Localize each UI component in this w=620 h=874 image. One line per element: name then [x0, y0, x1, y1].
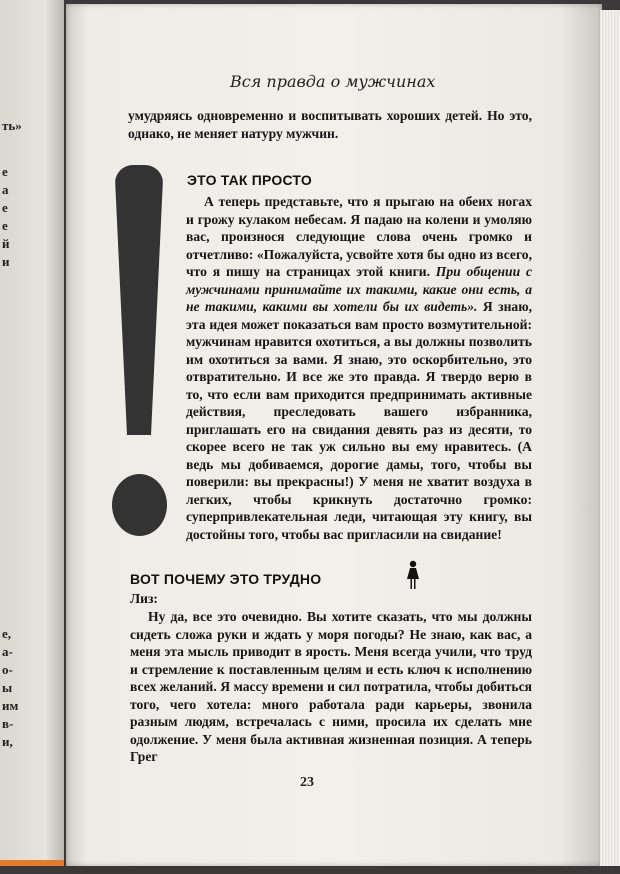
- page-fragment: и,: [2, 734, 13, 749]
- page-edges: [600, 10, 620, 866]
- section-heading-hard: ВОТ ПОЧЕМУ ЭТО ТРУДНО: [130, 571, 322, 587]
- exclamation-dot-icon: [112, 474, 167, 536]
- emphasis-text: При общении с мужчинами принимайте их такими, какие они есть, а не такими, какими вы хотели бы их видеть».: [186, 264, 532, 314]
- page-fragment: е,: [2, 626, 12, 641]
- page-fragment: а-: [2, 644, 13, 659]
- body-text: А теперь представьте, что я прыгаю на обеих ногах и грожу кулаком небесам. Я падаю на колени и умоляю вас, произнося следующие слова очень громко и отчетливо: «Пожалуйста, усвойте хотя бы одно из всего, что я пишу на страницах этой книги.: [186, 194, 532, 279]
- page-fragment: е: [2, 164, 8, 179]
- page-fragment: и: [2, 254, 10, 269]
- body-text: Ну да, все это очевидно. Вы хотите сказать, что мы должны сидеть сложа руки и ждать у моря погоды? Не знаю, как вас, а меня эта мысль приводит в ярость. Меня всегда учили, что труд и стремление к поставленным целям и есть ключ к исполнению всех желаний. Я массу времени и сил потратила, чтобы добиться того, чего хотела: много работала ради карьеры, звонила разным людям, встречалась с ними, просила их сделать мне одолжение. У меня была активная жизненная позиция. А теперь Грег: [130, 609, 532, 764]
- page-fragment: е: [2, 200, 8, 215]
- page-number: 23: [300, 775, 314, 790]
- section-easy-body: [186, 193, 532, 543]
- body-text: Я знаю, эта идея может показаться вам просто возмутительной: мужчинам нравится охотиться, а вы должны позволить им охотиться за вами. Я знаю, это оскорбительно, это отвратительно. И все же это правда. Я твердо верю в то, что если вам приходится предпринимать активные действия, преследовать вашего избранника, приглашать его на свидания девять раз из десяти, то скорее всего не так уж сильно вы ему нравитесь. (А ведь мы добиваемся, дорогие дамы, того, чтобы вы поверили: вы прекрасны!) У меня не хватит воздуха в легких, чтобы крикнуть достаточно громко: суперпривлекательная леди, читающая эту книгу, вы достойны того, чтобы вас пригласили на свидание!: [186, 299, 532, 542]
- section-hard-body: [130, 608, 532, 766]
- page-fragment: е: [2, 218, 8, 233]
- page-fragment: й: [2, 236, 10, 251]
- section-hard-speaker: Лиз:: [130, 591, 158, 606]
- section-heading-easy: ЭТО ТАК ПРОСТО: [187, 172, 312, 188]
- running-header: Вся правда о мужчинах: [230, 72, 436, 91]
- intro-text: умудряясь одновременно и воспитывать хороших детей. Но это, однако, не меняет натуру мужчин.: [128, 108, 532, 141]
- page-fragment: а: [2, 182, 9, 197]
- page-fragment: в-: [2, 716, 14, 731]
- page-fragment: ть»: [2, 118, 22, 133]
- page-fragment: им: [2, 698, 19, 713]
- page-fragment: ы: [2, 680, 13, 695]
- previous-page: [0, 0, 64, 866]
- page-fragment: о-: [2, 662, 13, 677]
- woman-icon: [406, 560, 420, 590]
